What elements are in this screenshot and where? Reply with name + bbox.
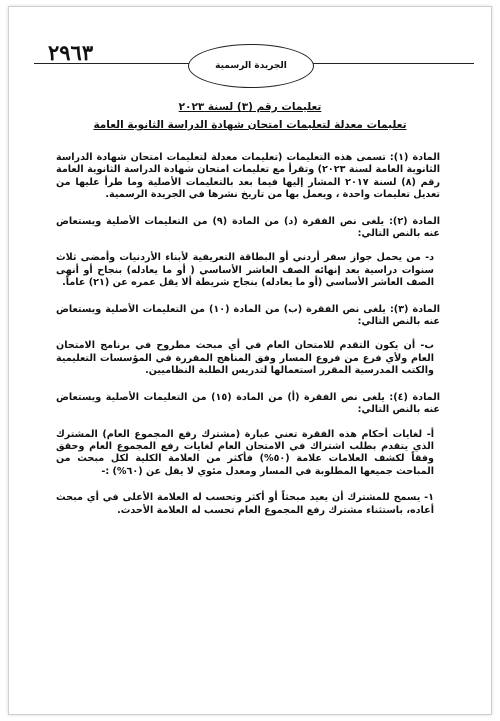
- article-2-clause-d: د- من يحمل جواز سفر أردني أو البطاقة التعريفية لأبناء الأردنيات وأمضى ثلاث سنوات دراسية بعد إنهائه الصف العاشر الأساسي ( أو ما يعادله) بنجاح أو أنهى الصف العاشر الأساسي (أو ما يعادله) بنجاح شريطة ألا يقل عمره عن (٢١) عاماً.: [56, 252, 434, 289]
- article-4-clause-a-item-1: ١- يسمح للمشترك أن يعيد مبحثاً أو أكثر وتحسب له العلامة الأعلى في أي مبحث أعاده، باستثناء مشترك رفع المجموع العام تحسب له العلامة الأحدث.: [56, 492, 434, 516]
- document-title: [40, 100, 460, 132]
- page-number: ٢٩٦٣: [48, 40, 94, 65]
- instruction-subtitle: تعليمات معدلة لتعليمات امتحان شهادة الدراسة الثانوية العامة: [93, 119, 407, 131]
- article-3: المادة (٣): يلغى نص الفقرة (ب) من المادة (١٠) من التعليمات الأصلية ويستعاض عنه بالنص التالي:: [56, 303, 440, 328]
- article-3-clause-b: ب- أن يكون التقدم للامتحان العام في أي مبحث مطروح في برنامج الامتحان العام ولأي فرع من فروع المسار وفق المناهج المقررة في المؤسسات التعليمية والكتب المدرسية المقرر استعمالها لتدريس الطلبة النظاميين.: [56, 340, 434, 377]
- instruction-title: تعليمات رقم (٣) لسنة ٢٠٢٣: [178, 101, 322, 113]
- article-4-clause-a: أ- لغايات أحكام هذه الفقرة تعني عبارة (مشترك رفع المجموع العام) المشترك الذي يتقدم بطلب اشتراك في الامتحان العام لغايات رفع المجموع العام وحقق وفقاً لكشف العلامات علامة (٥٠%) فأكثر من العلامة الكلية لكل مبحث من المباحث جميعها المطلوبة في المسار ومعدل مئوي لا يقل عن (٦٠%) :-: [56, 428, 434, 477]
- article-4: المادة (٤): يلغى نص الفقرة (أ) من المادة (١٥) من التعليمات الأصلية ويستعاض عنه بالنص التالي:: [56, 391, 441, 416]
- gazette-name-oval: [188, 44, 314, 88]
- gazette-name: الجريدة الرسمية: [215, 61, 287, 71]
- article-2: المادة (٢): يلغى نص الفقرة (د) من المادة (٩) من التعليمات الأصلية ويستعاض عنه بالنص التالي:: [56, 215, 440, 240]
- article-1: المادة (١): تسمى هذه التعليمات (تعليمات معدلة لتعليمات امتحان شهادة الدراسة الثانوية العامة لسنة ٢٠٢٣) وتقرأ مع تعليمات امتحان شهادة الدراسة الثانوية العامة رقم (٨) لسنة ٢٠١٧ المشار إليها فيما بعد بالتعليمات الأصلية وما طرأ عليها من تعديل تعليمات واحدة ، ويعمل بها من تاريخ نشرها في الجريدة الرسمية.: [56, 152, 440, 201]
- document-body: [56, 152, 440, 517]
